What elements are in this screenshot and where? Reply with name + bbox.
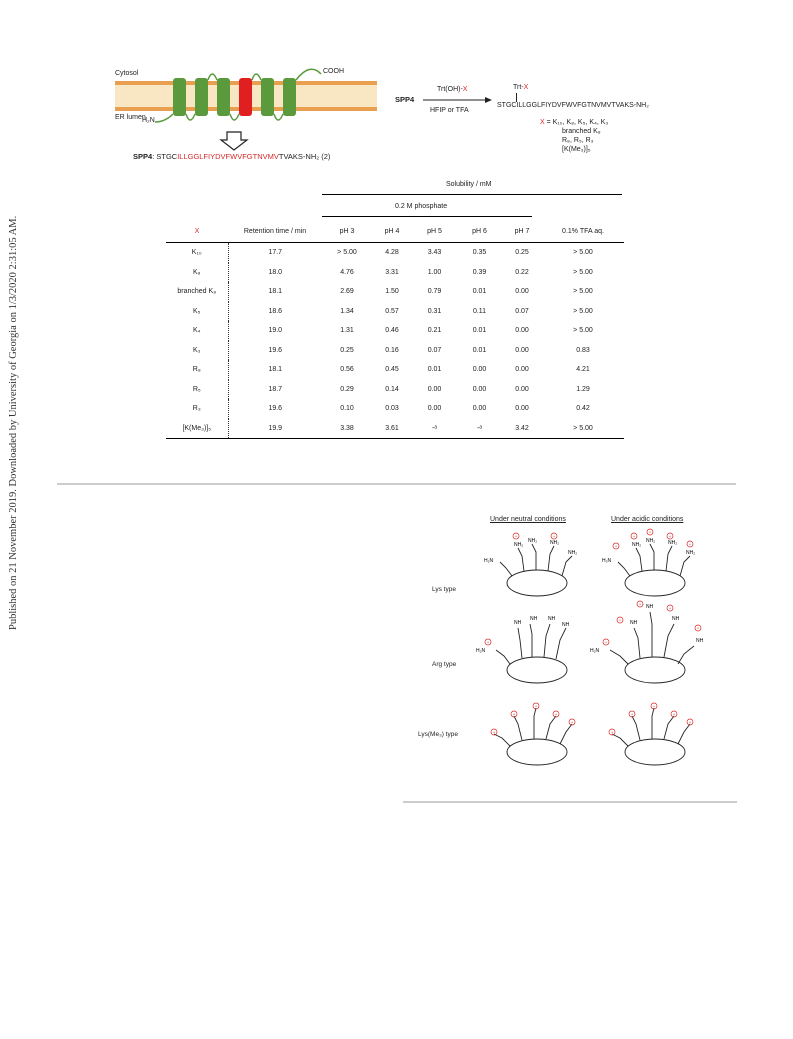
- reagent-bottom: HFIP or TFA: [430, 107, 469, 114]
- helix-1: [173, 78, 186, 116]
- table-row: [166, 243, 624, 263]
- cell-ph6: 0.00: [472, 405, 487, 413]
- cell-ph5: 0.31: [427, 307, 442, 315]
- cell-tfa: 4.21: [576, 366, 590, 374]
- cell-retention: 19.6: [228, 399, 322, 419]
- cell-ph7: 0.00: [515, 405, 529, 413]
- cell-ph7: 3.42: [515, 424, 529, 432]
- cell-retention: 18.1: [228, 360, 322, 380]
- spp4-sequence: [133, 152, 330, 161]
- svg-text:+: +: [604, 639, 608, 645]
- loop-c-term: [296, 69, 321, 80]
- svg-text:+: +: [696, 625, 700, 631]
- svg-text:+: +: [632, 533, 636, 539]
- cell-ph7: 0.00: [515, 366, 529, 374]
- svg-text:+: +: [688, 541, 692, 547]
- cell-x: K₈: [192, 268, 201, 276]
- x-definition-x: X: [540, 119, 545, 126]
- cell-ph4: 0.16: [385, 346, 399, 354]
- reaction-spp4: SPP4: [395, 95, 415, 104]
- svg-text:+: +: [554, 711, 558, 717]
- row-label-lysme3: Lys(Me₃) type: [418, 731, 458, 738]
- svg-text:+: +: [486, 639, 490, 645]
- cell-ph6: 0.01: [472, 346, 487, 354]
- cell-x: R₃: [192, 405, 201, 413]
- lys-acidic-nh2-b: NH₂: [646, 538, 656, 544]
- cell-tfa: > 5.00: [573, 327, 593, 335]
- column-header-tfa: 0.1% TFA aq.: [562, 227, 604, 235]
- cell-ph6: -ᵃ: [477, 424, 482, 432]
- cell-retention: 18.1: [228, 282, 322, 302]
- column-header-ph5: pH 5: [427, 227, 442, 235]
- lys-acidic-nh2-c: NH₂: [668, 540, 678, 546]
- solubility-table-wrap: [166, 220, 624, 439]
- cell-ph6: 0.00: [472, 385, 487, 393]
- cytosol-label: Cytosol: [115, 70, 139, 77]
- arg-acidic-nh-b: NH: [646, 604, 654, 610]
- cell-ph3: 0.25: [340, 346, 354, 354]
- svg-text:+: +: [614, 543, 618, 549]
- phosphate-rule: [322, 216, 532, 217]
- core-ellipse-lysme3-neutral: [507, 739, 567, 765]
- cell-ph4: 4.28: [385, 249, 399, 257]
- cell-ph5: 0.01: [427, 366, 442, 374]
- cell-ph3: 4.76: [340, 268, 354, 276]
- cell-ph3: 1.31: [340, 327, 354, 335]
- arg-acidic-nh-a: NH: [630, 620, 638, 626]
- h2n-label: H₂N: [142, 117, 155, 124]
- cell-ph4: 0.14: [385, 385, 399, 393]
- arg-acidic-h2n: H₂N: [590, 648, 600, 654]
- helix-3: [217, 78, 230, 116]
- solubility-header: Solubility / mM: [446, 181, 492, 188]
- table-row: [166, 321, 624, 341]
- svg-text:+: +: [618, 617, 622, 623]
- cell-x: R₈: [192, 366, 201, 374]
- reaction-arrow-icon: [423, 96, 493, 104]
- membrane-diagram: [115, 64, 385, 164]
- cell-ph5: 0.21: [427, 327, 442, 335]
- helix-2: [195, 78, 208, 116]
- cell-x: K₁₀: [191, 249, 202, 257]
- cell-ph4: 0.03: [385, 405, 399, 413]
- cell-ph7: 0.00: [515, 327, 529, 335]
- loop-a: [186, 114, 195, 120]
- cell-retention: 18.0: [228, 263, 322, 283]
- arg-neutral-nh-a: NH: [514, 620, 522, 626]
- cell-retention: 19.6: [228, 341, 322, 361]
- svg-text:+: +: [648, 529, 652, 535]
- row-label-lys: Lys type: [432, 586, 456, 593]
- column-header-ph3: pH 3: [339, 227, 355, 235]
- svg-text:+: +: [514, 533, 518, 539]
- cell-ph4: 0.46: [385, 327, 399, 335]
- cell-retention: 18.7: [228, 380, 322, 400]
- x-definition-line1: [540, 119, 608, 126]
- cell-ph3: 0.29: [340, 385, 354, 393]
- lys-neutral-nh2-d: NH₂: [568, 550, 578, 556]
- cell-x: [K(Me₃)]₅: [182, 424, 212, 432]
- cooh-label: COOH: [323, 68, 344, 75]
- published-note-text: Published on 21 November 2019. Downloaded by University of Georgia on 1/3/2020 2:31:05 AM.: [8, 215, 19, 630]
- cell-ph7: 0.00: [515, 346, 529, 354]
- lys-neutral-nh2-b: NH₂: [528, 538, 538, 544]
- svg-text:+: +: [672, 711, 676, 717]
- reaction-scheme: [395, 82, 695, 162]
- table-row: [166, 380, 624, 400]
- cell-ph5: 0.79: [427, 288, 442, 296]
- down-arrow-icon: [221, 132, 247, 150]
- section-separator: [57, 483, 736, 485]
- cell-ph6: 0.11: [472, 307, 487, 315]
- cell-tfa: 1.29: [576, 385, 590, 393]
- reagent-top-prefix: Trt(OH)-: [437, 86, 463, 93]
- x-definition-line4: [K(Me₃)]₅: [562, 146, 591, 153]
- cell-x: R₅: [192, 385, 201, 393]
- cell-tfa: > 5.00: [573, 268, 593, 276]
- table-row: [166, 360, 624, 380]
- lys-acidic-nh2-d: NH₂: [686, 550, 696, 556]
- acidic-header: Under acidic conditions: [611, 516, 684, 523]
- column-header-x: X: [194, 227, 200, 235]
- svg-text:+: +: [688, 719, 692, 725]
- cell-ph7: 0.22: [515, 268, 529, 276]
- figure2-separator: [403, 801, 737, 803]
- svg-text:+: +: [534, 703, 538, 709]
- svg-text:+: +: [638, 601, 642, 607]
- cell-ph3: 2.69: [340, 288, 354, 296]
- cell-retention: 18.6: [228, 302, 322, 322]
- arg-neutral-nh-c: NH: [548, 616, 556, 622]
- cell-retention: 19.0: [228, 321, 322, 341]
- svg-text:+: +: [570, 719, 574, 725]
- arg-neutral-nh-d: NH: [562, 622, 570, 628]
- column-header-retention: Retention time / min: [243, 227, 307, 235]
- svg-text:+: +: [668, 605, 672, 611]
- spp4-tm-segment: ILLGGLFIYDVFWVFGTNVMV: [177, 152, 279, 161]
- cell-x: K₅: [193, 307, 201, 315]
- column-header-ph7: pH 7: [514, 227, 530, 235]
- plus-charges-lysme3-neutral: [491, 703, 575, 735]
- published-note: [4, 100, 20, 660]
- row-label-arg: Arg type: [432, 661, 457, 668]
- spp4-tail: TVAKS-NH₂: [278, 152, 320, 161]
- loop-b: [208, 74, 217, 80]
- cell-ph6: 0.35: [472, 249, 487, 257]
- lys-neutral-nh2-c: NH₂: [550, 540, 560, 546]
- cell-ph5: -ᵃ: [432, 424, 437, 432]
- plus-charges-lysme3-acidic: [609, 703, 693, 735]
- loop-d: [252, 74, 261, 80]
- svg-text:+: +: [552, 533, 556, 539]
- product-sequence: STGCILLGGLFIYDVFWVFGTNVMVTVAKS-NH₂: [497, 102, 649, 109]
- cell-ph3: 0.10: [340, 405, 354, 413]
- core-ellipse-arg-neutral: [507, 657, 567, 683]
- spp4-compound-number: (2): [319, 152, 331, 161]
- cell-ph5: 1.00: [427, 268, 442, 276]
- cell-tfa: > 5.00: [573, 307, 593, 315]
- product-trt: [513, 84, 528, 91]
- lys-acidic-nh2-a: NH₂: [632, 542, 642, 548]
- arg-acidic-nh-c: NH: [672, 616, 680, 622]
- cell-retention: 17.7: [228, 243, 322, 263]
- cell-ph5: 0.00: [427, 385, 442, 393]
- er-lumen-label: ER lumen: [115, 114, 146, 121]
- cell-ph4: 0.57: [385, 307, 399, 315]
- core-ellipse-lys-acidic: [625, 570, 685, 596]
- cell-ph5: 0.00: [427, 405, 442, 413]
- cell-x: branched K₈: [177, 288, 217, 296]
- svg-text:+: +: [630, 711, 634, 717]
- cell-ph6: 0.39: [472, 268, 487, 276]
- cell-ph7: 0.00: [515, 288, 529, 296]
- svg-text:+: +: [512, 711, 516, 717]
- arg-acidic-nh-d: NH: [696, 638, 704, 644]
- cell-ph7: 0.07: [515, 307, 529, 315]
- helix-5: [261, 78, 274, 116]
- svg-text:+: +: [668, 533, 672, 539]
- table-row: [166, 399, 624, 419]
- product-trt-x: X: [523, 84, 529, 91]
- cell-ph6: 0.00: [472, 366, 487, 374]
- cell-tfa: > 5.00: [573, 424, 593, 432]
- solubility-rule: [322, 194, 622, 195]
- cell-x: K₃: [192, 346, 201, 354]
- loop-n: [155, 114, 173, 122]
- cell-ph4: 1.50: [385, 288, 399, 296]
- svg-text:+: +: [492, 729, 496, 735]
- spp4-colon: : STGC: [152, 152, 178, 161]
- loop-e: [274, 114, 283, 120]
- arg-neutral-h2n: H₂N: [476, 648, 486, 654]
- cell-tfa: 0.83: [576, 346, 590, 354]
- solubility-table: [166, 220, 624, 439]
- svg-text:+: +: [652, 703, 656, 709]
- cell-tfa: > 5.00: [573, 249, 593, 257]
- reagent-top: [437, 86, 467, 93]
- x-definition-list: = K₁₀, K₈, K₅, K₄, K₃: [544, 119, 609, 126]
- cell-retention: 19.9: [228, 419, 322, 439]
- column-header-ph4: pH 4: [384, 227, 400, 235]
- product-trt-prefix: Trt-: [513, 84, 524, 91]
- lys-neutral-nh2-a: NH₂: [514, 542, 524, 548]
- cell-tfa: > 5.00: [573, 288, 593, 296]
- x-definition-line3: R₈, R₅, R₃: [562, 137, 594, 144]
- product-bond: [516, 93, 517, 102]
- cell-ph4: 3.61: [385, 424, 399, 432]
- neutral-header: Under neutral conditions: [490, 516, 566, 523]
- svg-text:+: +: [610, 729, 614, 735]
- cell-ph5: 0.07: [427, 346, 442, 354]
- cell-tfa: 0.42: [576, 405, 590, 413]
- lys-neutral-h2n: H₂N: [484, 558, 494, 564]
- x-definition-line2: branched K₈: [562, 128, 601, 135]
- cell-ph4: 3.31: [385, 268, 399, 276]
- lys-acidic-h2n: H₂N: [602, 558, 612, 564]
- cell-ph3: 3.38: [340, 424, 354, 432]
- helix-4: [239, 78, 252, 116]
- reagent-top-x: X: [462, 86, 468, 93]
- table-header-row: [166, 220, 624, 243]
- cell-ph3: 0.56: [340, 366, 354, 374]
- cell-ph3: 1.34: [340, 307, 354, 315]
- cell-ph7: 0.25: [515, 249, 529, 257]
- arg-neutral-nh-b: NH: [530, 616, 538, 622]
- cell-ph6: 0.01: [472, 327, 487, 335]
- table-row: [166, 419, 624, 439]
- phosphate-header: 0.2 M phosphate: [395, 203, 448, 210]
- cell-ph7: 0.00: [515, 385, 529, 393]
- cell-x: K₄: [192, 327, 201, 335]
- table-row: [166, 263, 624, 283]
- table-row: [166, 282, 624, 302]
- cell-ph3: > 5.00: [337, 249, 357, 257]
- table-row: [166, 341, 624, 361]
- core-ellipse-arg-acidic: [625, 657, 685, 683]
- cell-ph4: 0.45: [385, 366, 399, 374]
- cell-ph5: 3.43: [427, 249, 442, 257]
- charge-schematic: [470, 528, 740, 773]
- helix-6: [283, 78, 296, 116]
- loop-c: [230, 114, 239, 120]
- core-ellipse-lys-neutral: [507, 570, 567, 596]
- table-row: [166, 302, 624, 322]
- spp4-prefix: SPP4: [133, 152, 153, 161]
- core-ellipse-lysme3-acidic: [625, 739, 685, 765]
- cell-ph6: 0.01: [472, 288, 487, 296]
- column-header-ph6: pH 6: [472, 227, 487, 235]
